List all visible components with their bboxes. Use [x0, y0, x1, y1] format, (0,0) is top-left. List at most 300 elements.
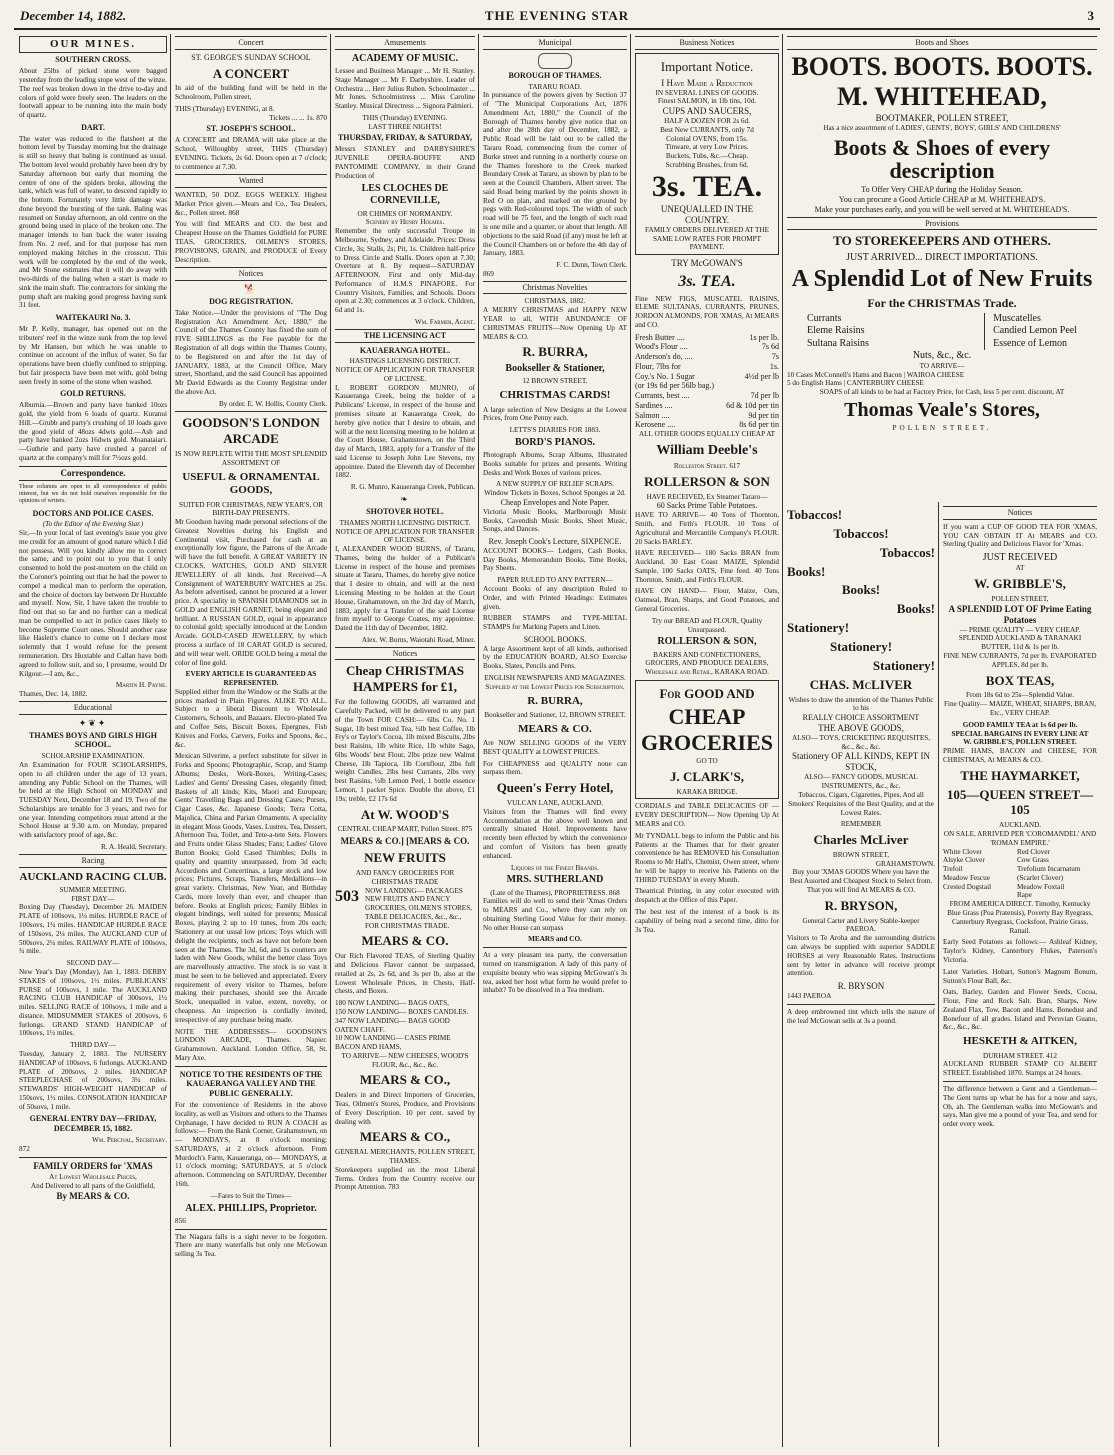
concert-when: THIS (Thursday) EVENING, at 8.	[175, 104, 275, 113]
arrived: JUST ARRIVED... DIRECT IMPORTATIONS.	[846, 252, 1038, 264]
charles: Charles McLiver	[813, 832, 909, 848]
fancy: ALSO— FANCY GOODS, MUSICAL INSTRUMENTS, &c., &c.	[804, 773, 918, 791]
theatrical: Theatrical Printing, in any color executed with despatch at the Office of this Paper.	[635, 887, 779, 905]
academy-play: LES CLOCHES DE CORNEVILLE,	[361, 183, 449, 207]
hotel-title: KAUAERANGA HOTEL.	[359, 345, 451, 355]
divider	[19, 1157, 167, 1158]
box-text: From 18s 6d to 25s—Splendid Value.	[965, 691, 1075, 700]
burra-title: R. BURRA,	[522, 344, 588, 360]
fruits-left: Currants Eleme Raisins Sultana Raisins	[807, 313, 869, 349]
price-row: (or 19s 6d per 56lb bag.)	[635, 381, 715, 391]
academy-title: ACADEMY OF MUSIC.	[351, 52, 459, 64]
difference-text: The difference between a Gent and a Gentleman—The Gent turns up what he has for a nose and says, Oh, ah. The Gentleman walks into McGowan's and says, Man give me a pound of your Tea, and send for order every week.	[943, 1084, 1097, 1129]
school-signature: R. A. Heald, Secretary.	[101, 842, 167, 851]
correspondence-note: These columns are open to all correspondence of public interest, but we do not hold ourselves responsible for the opinions of writers.	[19, 483, 167, 505]
district: HASTINGS LICENSING DISTRICT.	[349, 357, 461, 366]
bryson2-place: 1443 PAEROA	[787, 992, 832, 1001]
school-books: SCHOOL BOOKS.	[523, 634, 587, 644]
goodson-guarantee: EVERY ARTICLE IS GUARANTEED AS REPRESENTED.	[185, 670, 317, 688]
divider	[175, 411, 327, 412]
paper-title: THE EVENING STAR	[484, 8, 630, 23]
race-list: New Year's Day (Monday), Jan 1, 1883. DERBY STAKES of 100sovs, 1½ miles. PUBLICANS' PURSE of 100sovs, 1 mile. The AUCKLAND RACING CLUB HANDICAP of 300sovs, 1½ miles. SELLING RACE of 100sovs, 1 mile and a distance. MIDSUMMER STAKES of 200sovs, 6 furlongs. GRAND STAND HANDICAP of 100sovs, 1½ miles.	[19, 967, 167, 1038]
wishes: Wishes to draw the attention of the Thames Public to his	[788, 695, 934, 713]
to-arrive: TO ARRIVE— NEW CHEESES, WOOD'S FLOUR, &c., &c., &c.	[341, 1051, 469, 1069]
tararu-road: TARARU ROAD.	[528, 82, 582, 91]
family-orders-text: And Delivered to all parts of the Goldfield,	[30, 1182, 156, 1191]
grahamstown: GRAHAMSTOWN.	[875, 859, 935, 868]
remember: REMEMBER	[840, 820, 882, 829]
joseph-title: ST. JOSEPH'S SCHOOL.	[206, 124, 296, 134]
important-title: Important Notice.	[660, 58, 754, 74]
column-municipal	[480, 34, 630, 1447]
burns-text: I, ALEXANDER WOOD BURNS, of Tararu, Thames, being the holder of a Publican's License in respect of the house and premises situate at Tararu, Thames, do hereby give notice that I desire to obtain, and will at the next Licensing Meeting to be holden at the Court House, Grahamstown, on the 3rd day of March, 1883, apply for a Transfer of the said License from myself to George Coates, my appointee. Dated the 11th day of December, 1882.	[335, 545, 475, 633]
race-day: SECOND DAY—	[66, 959, 120, 968]
tea-big: 3s. TEA.	[651, 169, 763, 203]
ornament-icon: ✦❦✦	[78, 717, 108, 728]
potatoes: 60 Sacks Prime Table Potatoes.	[656, 501, 758, 511]
families-signature: MEARS and CO.	[528, 935, 582, 944]
for-xmas: For the CHRISTMAS Trade.	[867, 295, 1017, 310]
photo-text: Photograph Albums, Scrap Albums, Illustrated Books suitable for prizes and presents. Writing Desks and Work Boxes of various prices.	[483, 451, 627, 477]
concert-school: ST. GEORGE'S SUNDAY SCHOOL	[191, 52, 311, 62]
fruits-sub: AND FANCY GROCERIES FOR CHRISTMAS TRADE	[355, 869, 455, 886]
pleasant-text: At a very pleasant tea party, the conversation turned on transmigration. A lady of this party of exquisite beauty who was sipping McGowan's 3s tea, asked her host what form he would prefer to inhabit? To be dissolved in a Tea medium.	[483, 951, 627, 995]
envelopes: Cheap Envelopes and Note Paper.	[500, 498, 610, 508]
mears-address: GENERAL MERCHANTS, POLLEN STREET, THAMES.	[335, 1148, 475, 1166]
divider	[787, 1004, 935, 1005]
ad-number: 856	[175, 1216, 186, 1225]
race-list: Boxing Day (Tuesday), December 26. MAIDEN PLATE of 100sovs, 1¼ miles. HURDLE RACE of 100sovs, 1¾ miles. HANDICAP HURDLE RACE of 150sovs, 2¼ miles. The AUCKLAND CUP of 500sovs, 2¼ miles. RAILWAY PLATE of 100sovs, ¾ mile.	[19, 903, 167, 956]
racing-title: AUCKLAND RACING CLUB.	[19, 870, 167, 883]
column-rule	[170, 34, 171, 1447]
borough-title: BOROUGH OF THAMES.	[508, 70, 602, 80]
price-row: Anderson's do, .... 7s	[635, 352, 779, 362]
race-day: FIRST DAY—	[71, 894, 115, 903]
hotel-title: SHOTOVER HOTEL.	[366, 507, 444, 516]
section-header-notices: Notices	[943, 506, 1097, 520]
papers: ENGLISH NEWSPAPERS AND MAGAZINES.	[484, 673, 626, 682]
tyndall: Mr TYNDALL begs to inform the Public and his Patients at the Thames that for their greater convenience he has REMOVED his Consultation Rooms to Mr Hall's, Chemist, Owen street, where he will be happy to receive his Patients on the THIRD TUESDAY in every Month.	[635, 831, 779, 884]
column-rule	[630, 34, 631, 1447]
bargains: SPECIAL BARGAINS IN EVERY LINE AT	[951, 729, 1089, 738]
landing-row	[335, 887, 475, 931]
race-day: THIRD DAY—	[70, 1041, 116, 1050]
entry-day: GENERAL ENTRY DAY—FRIDAY, DECEMBER 15, 1882.	[29, 1114, 157, 1134]
splendid: A Splendid Lot of New Fruits	[791, 266, 1093, 293]
stationery-all: Stationery OF ALL KINDS, KEPT IN STOCK,	[792, 751, 930, 773]
deeble-address: Rolleston Street. 617	[673, 462, 741, 471]
karaka: KARAKA BRIDGE.	[676, 787, 738, 796]
queen-street: 105—QUEEN STREET—105	[946, 786, 1094, 818]
reduction: I Have Made a Reduction	[661, 77, 753, 88]
books-line: Books!	[841, 582, 881, 598]
school-text: An Examination for FOUR SCHOLARSHIPS, open to all children under the age of 13 years, attending any Public School on the Thames, will be held at the High School on MONDAY and TUESDAY Next, December 18 and 19. Two of the Scholarships are tenable for 3 years, and two for one year. Intending competitors must attend at the School House at 9.30 a.m. on Monday, prepared with satisfactory proof of age, &c.	[19, 760, 167, 840]
section-header-wanted: Wanted	[175, 174, 327, 188]
goodson-text2: Supplied either from the Window or the Stalls at the prices marked in Plain Figures. ALIKE TO ALL. Subject to a liberal Discount to Wholesale Customers, Schools, and Bazaars. Electro-plated Tea and Coffee Sets, Biscuit Boxes, Epergnes, Fish Knives and Forks, Carvers, Forks and Spoons, &c., &c.	[175, 687, 327, 749]
buy-text: Buy your 'XMAS GOODS Where you have the Best Assorted and Cheapest Stock to Select from. That you will find At MEARS & CO.	[789, 868, 933, 895]
column-concerts	[172, 34, 330, 1447]
fine-quality: Fine Quality— MAIZE, WHEAT, SHARPS, BRAN, Etc., VERY CHEAP.	[943, 700, 1097, 717]
ad-number: 872	[19, 1144, 30, 1153]
price-row: Sardines .... 6d & 10d per tin	[635, 400, 779, 410]
buckets: Buckets, Tubs, &c.—Cheap.	[665, 152, 749, 161]
cards-title: CHRISTMAS CARDS!	[499, 389, 611, 402]
books-line: Books!	[896, 601, 935, 617]
dog-text: Take Notice.—Under the provisions of "The Dog Registration Act Amendment Act, 1880," the Council of the Thames County has fixed the sum of FIVE SHILLINGS as the Fee payable for the Registration of all dogs within the Thames County, to be Registered on and after the 1st day of JANUARY, 1883, at the Council Office, Mary street, Shortland, and the said Council has appointed Mr David Edwards as the County Registrar under the above Act.	[175, 308, 327, 396]
account-books: ACCOUNT BOOKS— Ledgers, Cash Books, Day Books, Memorandum Books, Time Books, Pay Sheets.	[483, 546, 627, 573]
deep-text: A deep embrowned tint which tells the nature of the leaf McGowan sells at 3s a pound.	[787, 1007, 935, 1025]
dog-title: DOG REGISTRATION.	[209, 297, 293, 307]
goodson-sub2: SUITED FOR CHRISTMAS, NEW YEAR'S, OR BIRTH-DAY PRESENTS.	[178, 500, 324, 518]
box-teas: BOX TEAS,	[985, 672, 1055, 688]
wood-sub: CENTRAL CHEAP MART, Pollen Street. 875	[337, 825, 473, 834]
academy-signature: Wm. Farmer, Agent.	[414, 318, 475, 327]
gribble: W. GRIBBLE'S,	[974, 576, 1066, 592]
mears-cheap: For CHEAPNESS and QUALITY none can surpass them.	[483, 759, 627, 777]
ferry-title: Queen's Ferry Hotel,	[496, 780, 614, 796]
potatoes: A SPLENDID LOT OF Prime Eating Potatoes	[948, 603, 1092, 625]
goodson-big: USEFUL & ORNAMENTAL GOODS,	[182, 470, 320, 497]
racing-signature: Wm. Percival, Secretary.	[92, 1135, 167, 1144]
letter-signature: Martin H. Payne.	[115, 681, 167, 690]
ruled-text: Account Books of any description Ruled to Order, and with Printed Headings: Estimates given.	[483, 584, 627, 611]
column-rule	[938, 502, 939, 1447]
books-line: Books!	[787, 563, 826, 579]
column-amusements	[332, 34, 478, 1447]
veale-address: POLLEN STREET.	[892, 424, 992, 433]
whitehead: M. WHITEHEAD,	[837, 82, 1047, 112]
academy-when: THIS (Thursday) EVENING.	[362, 113, 448, 122]
page-number: 3	[1087, 8, 1094, 23]
tinware: Tinware, at very Low Prices.	[665, 143, 749, 152]
cup-text: If you want a CUP OF GOOD TEA FOR 'XMAS, YOU CAN OBTAIN IT At MEARS and CO. Sterling Quality and Delicious Flavor for 'Xmas.	[943, 522, 1097, 549]
bread: Try our BREAD and FLOUR, Quality Unsurpassed.	[651, 616, 763, 634]
has-text: Has a nice assortment of LADIES', GENTS', BOYS', GIRLS' AND CHILDRENS'	[823, 124, 1061, 133]
school-title: THAMES BOYS AND GIRLS HIGH SCHOOL.	[28, 730, 158, 750]
section-header-municipal: Municipal	[483, 36, 627, 50]
boots-shoes: Boots & Shoes of every description	[833, 135, 1051, 184]
price-row: Salmon .... 9d per tin	[635, 410, 779, 420]
column-mcliver	[784, 504, 938, 1447]
tobacco-text: Tobaccos, Cigars, Cigarettes, Pipes, And all Smokers' Requisites of the Best Quality, and at the Lowest Rates.	[788, 790, 934, 817]
bryson-sub: General Carter and Livery Stable-keeper PAEROA.	[802, 916, 920, 934]
cheap: CHEAP	[668, 703, 746, 729]
clark-box	[635, 680, 779, 799]
niagara-text: The Niagara falls is a sight never to be forgotten. There are many waterfalls but only one McGowan selling 3s Tea.	[175, 1232, 327, 1259]
merry-text: A MERRY CHRISTMAS and HAPPY NEW YEAR to all, WITH ABUNDANCE OF CHRISTMAS FRUITS—Now Opening Up AT MEARS & CO.	[483, 306, 627, 341]
racing-subtitle: SUMMER MEETING.	[59, 885, 127, 894]
important-notice-box	[635, 53, 779, 255]
hampers-text: For the following GOODS, all warranted and Carefully Packed, will be delivered to any part of the Town FOR CASH:— 6lbs Co. No. 1 Sugar, 1lb best mixed Tea, ½lb best Coffee, 1lb Fry's or Taylor's Cocoa, 1lb mixed Biscuits, 2lbs best Raisins, 1lb white Rice, 1lb white Sago, 6lbs Woods' best Flour, 2lbs prize new Walnut Cheese, 1lb Tapioca, 1lb Cornflour, 2lbs full weight Candles, 2lbs best Currants, 2lbs very best Raisins, ½lb Lemon Peel, 1 bottle essence Lemon, 1 packet Spice. Double the above, £1 19s; treble, £2 17s 6d	[335, 698, 475, 803]
salmon: Finest SALMON, in 1lb tins, 10d.	[657, 97, 757, 106]
rich-text: Our Rich Flavored TEAS, of Sterling Quality and Delicious Flavor cannot be surpassed, retailed at 2s, 2s 6d, and 3s per lb, also at the Lowest Wholesale Prices, in Chests, Half-chests, and Boxes.	[335, 952, 475, 996]
burra-sub: Bookseller & Stationer,	[505, 363, 605, 375]
mcliver: CHAS. McLIVER	[809, 676, 913, 692]
hand-text: HAVE ON HAND— Flour, Maize, Oats, Oatmeal, Bran, Sharps, and Good Potatoes, and General Groceries.	[635, 587, 779, 614]
ornament-icon: ❧	[400, 494, 410, 505]
section-header-provisions: Provisions	[787, 217, 1097, 231]
storekeepers: TO STOREKEEPERS AND OTHERS.	[833, 233, 1051, 249]
wanted-text: WANTED, 50 DOZ. EGGS WEEKLY. Highest Market Price given.—Mears and Co., Tea Dealers, &c., Pollen street. 868	[175, 191, 327, 217]
music: Victoria Music Books, Marlborough Music Books, Cavendish Music Books, Sheet Music, Songs, and Dances.	[483, 507, 627, 534]
deeble: William Deeble's	[656, 442, 758, 458]
price-row: Coy.'s No. 1 Sugar 4½d per lb	[635, 371, 779, 381]
tobaccos-line: Tobaccos!	[833, 525, 889, 541]
article-text: The water was reduced to the flatsheet at the bottom level by Tuesday morning but the drainage is still so heavy that baling is continued as usual. The bottom level would probably have been dry by Saturday afternoon but early that morning the centre of one of the spiders broke, allowing the tank, which was full of water, to descend rapidly to the bottom. Fortunately very little damage was done beyond the bursting of the tank. Baling was resumed on Sunday afternoon, an old centre on the ground being used in place of the broken one. The manager intends to ban back the water issuing from No. 2 reef, and for that purpose has men employed making hitches in the crosscut. This work will be completed by the end of the week, and Mr Stone estimates that it will do away with two-thirds of the baling when a start is made to sink the main shaft. The contractors for sinking the pump shaft are making good progress having sunk 31 feet.	[19, 134, 167, 310]
other-goods: ALL OTHER GOODS EQUALLY CHEAP AT	[638, 430, 776, 439]
rubber: RUBBER STAMPS and TYPE-METAL STAMPS for Marking Papers and Linen.	[483, 614, 627, 632]
race-list: Tuesday, January 2, 1883. The NURSERY HANDICAP of 100sovs, 6 furlongs. AUCKLAND PLATE of 200sovs, 2 miles. HANDICAP STEEPLECHASE of 200sovs, 3¼ miles. STEWARDS' HIGH-WEIGHT HANDICAP of 150sovs, 1½ miles. CONSOLATION HANDICAP of 50sovs, 1 mile.	[19, 1049, 167, 1111]
section-header-mines: OUR MINES.	[19, 36, 167, 53]
concert-tickets: Tickets ... ... 1s. 870	[269, 113, 327, 122]
figs-text: Fine NEW FIGS, MUSCATEL RAISINS, ELEME SULTANAS, CURRANTS, PRUNES, JORDON ALMONDS, FOR 'XMAS, At MEARS and CO.	[635, 294, 779, 329]
district: THAMES NORTH LICENSING DISTRICT.	[339, 518, 471, 527]
durham: DURHAM STREET. 412	[983, 1051, 1057, 1060]
also-toys: ALSO— TOYS, CRICKETING REQUISITES, &c., &c., &c.	[791, 733, 931, 751]
article-title: GOLD RETURNS.	[60, 389, 126, 399]
landing-text: NOW LANDING— PACKAGES NEW FRUITS AND FANCY GROCERIES, OILMEN'S STORES, TABLE DELICACIES, &c., &c., FOR CHRISTMAS TRADE.	[365, 886, 472, 930]
seal-icon	[538, 53, 572, 69]
tararu-signature: F. C. Dunn, Town Clerk.	[556, 261, 627, 270]
bryson: R. BRYSON,	[824, 897, 898, 913]
price-row: Kerosene .... 8s 6d per tin	[635, 420, 779, 430]
academy-play2: OR CHIMES OF NORMANDY.	[357, 209, 453, 218]
coromandel: ON SALE, ARRIVED PER 'COROMANDEL' AND 'ROMAN EMPIRE.'	[943, 830, 1097, 847]
tobaccos-line: Tobaccos!	[787, 507, 843, 522]
nuts: Nuts, &c., &c.	[912, 349, 972, 361]
veale: Thomas Veale's Stores,	[844, 399, 1040, 422]
boots-title: BOOTS. BOOTS. BOOTS.	[791, 51, 1093, 81]
groceries: GROCERIES	[640, 729, 774, 755]
article-text: About 25lbs of picked stone were bagged yesterday from the leading stope west of the winze. The reef was broken down in the drive to-day and colors of gold were freely seen. The leaders on the footwall appear to be running into the main body of quartz.	[19, 67, 167, 120]
try-mcgowan: TRY McGOWAN'S	[671, 258, 743, 269]
received: HAVE RECEIVED, Ex Steamer Tararo—	[646, 492, 768, 501]
mears-text: You will find MEARS and CO. the best and Cheapest House on the Thames Goldfield for PURE TEAS, GROCERIES, OILMEN'S STORES, PROVISIONS, GRAIN, and PRODUCE of Every Description.	[175, 220, 327, 264]
above-goods: THE ABOVE GOODS,	[818, 722, 904, 733]
section-header-racing: Racing	[19, 854, 167, 868]
price-row: Fresh Butter .... 1s per lb.	[635, 332, 779, 342]
seeds-left: White Clover Alsyke Clover Trefoil Meadow Fescue Crested Dogstail	[943, 847, 992, 891]
fruits-right: Muscatelles Candied Lemon Peel Essence of Lemon	[984, 313, 1077, 350]
good-family: GOOD FAMILY TEA at 1s 6d per lb.	[962, 720, 1078, 729]
price-row: Wood's Flour .... 7s 6d	[635, 342, 779, 352]
column-rule	[478, 34, 479, 1447]
column-rule	[782, 34, 783, 1447]
section-header-christmas: Christmas Novelties	[483, 281, 627, 295]
section-header-concert: Concert	[175, 36, 327, 50]
whitehead-sub: BOOTMAKER, POLLEN STREET,	[875, 113, 1009, 124]
cards-text: A large selection of New Designs at the Lowest Prices, from One Penny each.	[483, 405, 627, 423]
stationery-line: Stationery!	[829, 639, 893, 655]
article-text: Alburnia.—Brown and party have banked 10ozs gold, the yield from 6 loads of quartz. Kuranui Hill.—Grubb and party's crushing of 10 loads gave the good yield of 48ozs 4dwts gold.—Ash and party have banked 2ozs 16dwts gold. Moanataiari.—Guthrie and party have crushed a parcel of quartz at the company's mill for 7½ozs gold.	[19, 401, 167, 462]
notice-app: NOTICE OF APPLICATION FOR TRANSFER OF LICENSE.	[335, 366, 475, 383]
article-title: SOUTHERN CROSS.	[55, 55, 131, 65]
bryson2: R. BRYSON	[837, 981, 885, 992]
hesketh: HESKETH & AITKEN,	[962, 1035, 1077, 1048]
clark: J. CLARK'S,	[669, 768, 745, 784]
goodson-address: NOTE THE ADDRESSES— GOODSON'S LONDON ARCADE, Thames. Napier. Grahamstown. Auckland. London Office, 58, St. Mary Axe.	[175, 1027, 327, 1062]
soaps: SOAPS of all kinds to be had at Factory Price, for Cash, less 5 per cent. discount, AT	[819, 388, 1065, 397]
brown: BROWN STREET,	[832, 850, 890, 859]
reduction-sub: IN SEVERAL LINES OF GOODS.	[655, 88, 759, 97]
ovens: Colonial OVENS, from 15s.	[666, 134, 748, 143]
section-header-correspondence: Correspondence.	[19, 466, 167, 481]
auckland: AUCKLAND.	[998, 821, 1042, 830]
bords: BORD'S PIANOS.	[514, 436, 595, 448]
purchases: Make your purchases early, and you will be well served at M. WHITEHEAD'S.	[814, 204, 1070, 214]
section-header-notices: Notices	[175, 267, 327, 281]
column-rule	[330, 34, 331, 1447]
gribble-address: POLLEN STREET,	[991, 594, 1049, 603]
mears-big2: MEARS & CO.,	[359, 1129, 451, 1145]
liquors: Liquors of the Finest Brands.	[510, 863, 599, 872]
notice-app: NOTICE OF APPLICATION FOR TRANSFER OF LICENSE.	[335, 527, 475, 545]
goodson-text: Mr Goodson having made personal selections of the Greatest Novelties during his English and Continental visit, Purchased for cash at an exceptionally low figure, the Patrons of the Arcade will have the full benefit. A GREAT VARIETY IN CLOCKS, WATCHES, GOLD AND SILVER JEWELLERY of all kinds. Just Received—A Consignment of WATERBURY WATCHES at 25s. As before advertised, cannot be procured at a lower price. A speciality in SPANISH DIAMONDS set in GOLD and ENGLISH GARNET, being elegant and brilliant. A RUSSIAN GOLD, equal in appearance to colonial gold; specially introduced at the London Arcade. GOLD-CASED JEWELLERY, by which process a surface of 18 CARAT GOLD is secured, and will wear well. ORIDE GOLD being a metal the color of fine gold.	[175, 518, 327, 667]
oats: Oats, Barley, Garden and Flower Seeds, Cocoa, Flour, Fine and Rock Salt. Bran, Sharps, New Zealand Flax, Tow, Bacon and Hams. Bonedust and Bonefour of all grades. Island and Peruvian Guano, &c., &c., &c.	[943, 988, 1097, 1032]
ruled: PAPER RULED TO ANY PATTERN—	[497, 576, 613, 585]
early: Early Seed Potatoes as follows:— Ashleaf Kidney, Taylor's Kidney, Canterbury Flukes, Paterson's Victoria.	[943, 938, 1097, 964]
residents-signature: ALEX. PHILLIPS, Proprietor.	[185, 1202, 317, 1214]
letts: LETTS'S DIARIES FOR 1883.	[509, 426, 601, 435]
sutherland: MRS. SUTHERLAND	[506, 874, 604, 886]
section-header-notices: Notices	[335, 647, 475, 661]
rubber-stamp: AUCKLAND RUBBER STAMP CO ALBERT STREET. Established 1870. Stamps at 24 hours.	[943, 1060, 1097, 1078]
offer: To Offer Very CHEAP during the Holiday Season.	[861, 185, 1023, 195]
concert-text: In aid of the building fund will be held in the Schoolroom, Pollen street,	[175, 84, 327, 102]
dog-signature: By order. E. W. Hollis, County Clerk.	[218, 399, 327, 408]
divider	[483, 947, 627, 948]
tobaccos-line: Tobaccos!	[879, 544, 935, 560]
window: Window Tickets in Boxes, School Sponges at 2d.	[484, 489, 626, 498]
fruits-title: NEW FRUITS	[364, 850, 446, 866]
cook: Rev. Joseph Cook's Lecture, SIXPENCE.	[488, 537, 622, 547]
america: FROM AMERICA DIRECT. Timothy, Kentucky Blue Grass (Poa Pratensis), Poverty Bay Ryegrass, Canterbury Ryegrass, Cocksfoot, Prairie Grass, Rattail.	[947, 900, 1093, 935]
hams2: 5 do English Hams | CANTERBURY CHEESE	[787, 379, 924, 388]
munro-text: I, ROBERT GORDON MUNRO, of Kauaeranga Creek, being the holder of a Publicans' License, in respect of the house and premises situate at Kauaeranga Creek, do hereby give notice that I desire to obtain, and will at the next licensing meeting to be holden at the Court House, Grahamstown, on the Third day of March, 1883, apply for a Transfer of the said License to Joseph John Lee Stevens, my appointee. Dated the Eleventh day of December 1882.	[335, 383, 475, 480]
burra2: R. BURRA,	[527, 694, 583, 707]
landing-cases: 10 NOW LANDING— CASES PRIME BACON AND HAMS,	[335, 1034, 451, 1052]
bakers: BAKERS AND CONFECTIONERS, GROCERS, AND PRODUCE DEALERS,	[645, 650, 769, 668]
section-header-educational: Educational	[19, 701, 167, 715]
divider	[943, 1081, 1097, 1082]
store-text: Storekeepers supplied on the most Liberal Terms. Orders from the Country receive our Prompt Attention. 783	[335, 1165, 475, 1192]
residents-fares: —Fares to Suit the Times—	[210, 1191, 292, 1200]
rollerson-title: ROLLERSON & SON	[644, 473, 770, 489]
supplied: Supplied at the Lowest Prices for Subscription.	[485, 682, 625, 691]
school-subtitle: SCHOLARSHIP EXAMINATION.	[41, 752, 145, 761]
school-text: A large Assortment kept of all kinds, authorised by the EDUCATION BOARD, ALSO Exercise Books, Slates, Pencils and Pens.	[483, 644, 627, 671]
cordials: CORDIALS and TABLE DELICACIES OF —EVERY DESCRIPTION— Now Opening Up At MEARS and CO.	[635, 802, 779, 828]
landing-chaff: 347 NOW LANDING— BAGS GOOD OATEN CHAFF.	[335, 1016, 450, 1034]
families-text: Families will do well to send their 'Xmas Orders to MEARS and Co., where they can rely on obtaining Sterling Good Value for their money. No other House can surpass	[483, 897, 627, 932]
academy-days: THURSDAY, FRIDAY, & SATURDAY,	[337, 133, 473, 143]
section-header-boots: Boots and Shoes	[787, 36, 1097, 50]
academy-staff: Lessee and Business Manager ... Mr H. Stanley. Stage Manager ... Mr F. Darbyshire. Leader of Orchestra ... Herr Julius Ruben. Schoolmaster ... Mr Jones. Schoolmistress ... Miss Caroline Stanley. Musical Directress ... Signora Palmieri.	[335, 66, 475, 111]
price-list	[635, 333, 779, 431]
article-title: WAITEKAURI No. 3.	[55, 313, 131, 323]
mears-co: MEARS & CO.	[518, 722, 592, 735]
go-to: GO TO	[696, 756, 718, 765]
landing-number: 503	[335, 887, 359, 905]
section-header-licensing: THE LICENSING ACT	[335, 329, 475, 343]
goodson-text3: Mexican Silverine, a perfect substitute for silver in Forks and Spoons; Photographic, Scrap, and Stamp Albums; Desks, Work-Boxes, Writing-Cases; Ladies' and Gents' Dressing Cases, elegantly fitted; Baskets of all kinds; Kits, Maori and European; Gents' Travelling Bags and Dressing Cases; Purses, Cigar Cases, &c. Japanese Goods; Terra Cotta, Majolica, China and Parian Ornaments. A speciality in elegant Moss Goods, Vases, Lustres, Tea, Dessert, Afternoon Tea, Toilet, and Tete-a-tete Sets. Flowers and Fruits under Glass Shades; Fans; Ladies' Glove Button Books; Gold Cased Thimbles; Dolls in quality and quantity unsurpassed, from 3d each; Accordions and Concertinas, a large stock and low prices; Pictures, Scraps, Transfers, Medallions—in great variety. Christmas, New Year, and Birthday Cards, more lovely than ever, and cheaper than before. Books at English prices; Family Bibles in elegant bindings, well suited for presents; Musical Boxes, playing 2 up to 10 tunes, from 20s each; Stationery at our usual low prices; Toys which will delight the recipients, such as have not before been seen at the Thames. The 3d, 6d, and 1s counters are laden with New Goods, whilst the better class Toys are marvellously attractive. The stock is so vast it must be seen to be believed and appreciated. Every requirement of every visitor to Thames, before making their purchases, should see the Arcade Stock, unequalled in value, extent, novelty, or cheapness. An inspection is cordially invited, irrespective of any purchase being made.	[175, 752, 327, 1024]
mears-banner: MEARS & CO.] [MEARS & CO.	[340, 836, 470, 847]
divider	[175, 1229, 327, 1230]
landing-bags: 180 NOW LANDING— BAGS OATS,	[335, 999, 449, 1008]
mcgowan-tea: 3s. TEA.	[678, 273, 736, 291]
just-received: JUST RECEIVED	[982, 552, 1058, 564]
section-header-business: Business Notices	[635, 36, 779, 50]
sutherland-sub: (Late of the Thames), PROPRIETRESS. 868	[490, 888, 620, 897]
family-orders: FAMILY ORDERS DELIVERED AT THE SAME LOW RATES FOR PROMPT PAYMENT.	[645, 225, 769, 252]
haymarket: THE HAYMARKET,	[960, 767, 1080, 783]
academy-text2: Remember the only successful Troupe in Melbourne, Sydney, and Adelaide. Prices: Dress Circle, 3s; Stalls, 2s; Pit, 1s. Children half-price to Dress Circle and Stalls. Doors open at 7.30; Overture at 8. By request—SATURDAY AFTERNOON. First and only Mid-day Performance of H.M.S PINAFORE. For Country Visitors, Families, and Schools. Doors open at 2.30; commences at 3 o'clock. Children, 6d and 1s.	[335, 227, 475, 315]
section-header-amusements: Amusements	[335, 36, 475, 50]
burra2-sub: Bookseller and Stationer, 12, BROWN STREET.	[484, 710, 626, 719]
ad-number: 869	[483, 269, 494, 278]
price-row: Currants, best .... 7d per lb	[635, 391, 779, 401]
xmas-year: CHRISTMAS, 1882.	[524, 297, 586, 306]
brushes: Scrubbing Brushes, from 6d.	[665, 161, 749, 170]
prime: — PRIME QUALITY — VERY CHEAP.	[959, 625, 1081, 634]
family-orders-title: FAMILY ORDERS for 'XMAS	[33, 1160, 153, 1171]
letter-to: (To the Editor of the Evening Star.)	[42, 520, 144, 529]
munro-signature: R. G. Munro, Kauaeranga Creek, Publican.	[350, 483, 475, 492]
column-mines	[16, 34, 170, 1447]
concert-title: A CONCERT	[212, 65, 290, 81]
letter-title: DOCTORS AND POLICE CASES.	[32, 508, 154, 518]
ferry-text: Visitors from the Thames will find every Accommodation at the above well known and centrally situated Hotel. Improvements have recently been effected by which the convenience and comfort of Visitors has been greatly enhanced.	[483, 807, 627, 860]
gribble2: W. GRIBBLE'S, POLLEN STREET.	[963, 738, 1077, 747]
seeds-list	[943, 848, 1097, 901]
letter-text: Sir,—In your local of last evening's issue you give me credit for an amount of good nature which I did not possess. Will you kindly allow me to correct the same, and to point out to you that I only consented to hold the post-mortem on the child on the Coroner's pointing out that he had the power to compel a medical man to perform the operation, and the choice of doctors lay between Dr Huxtable and myself. Now, Sir, I have taken the trouble to find out that so far and no further can a medical man be compelled to act in police cases likely to become Supreme Court ones. Should another case like Haslett's chance to come on I declare most solemnly that I would refuse for the present remuneration. Drs Huxtable and Callan have both agreed to follow suit, and so, I presume, would Dr Kilgour.—I am, &c.,	[19, 529, 167, 678]
seeds-right: Red Clover Cow Grass Trefolium Incarnatum (Scarlet Clover) Meadow Foxtail Rape	[1017, 847, 1081, 900]
academy-last: LAST THREE NIGHTS!	[368, 122, 442, 131]
mears-sell: Are NOW SELLING GOODS of the VERY BEST QUALITY at LOWEST PRICES.	[483, 739, 627, 756]
stationery-line: Stationery!	[787, 620, 850, 636]
really: REALLY CHOICE ASSORTMENT	[802, 713, 920, 723]
burra-address: 12 BROWN STREET.	[522, 377, 588, 386]
academy-text: Messrs STANLEY and DARBYSHIRE'S JUVENILE OPERA-BOUFFE AND PANTOMIME COMPANY, in their Grand Production of	[335, 145, 475, 180]
joseph-text: A CONCERT and DRAMA will take place at the School, Willoughby street, THIS (Thursday) EVENING. Tickets, 2s 6d. Doors open at 7 o'clock; to commence at 7.30.	[175, 136, 327, 171]
arrive-text: HAVE TO ARRIVE— 40 Tons of Thornton, Smith, and Firth's FLOUR. 10 Tons of Agricultural and Mercantile Company's FLOUR. 20 Sacks BARLEY.	[635, 511, 779, 546]
best-test: The best test of the interest of a book is its capability of being read a second time, ditto for 3s Tea.	[635, 907, 779, 934]
hampers-title: Cheap CHRISTMAS HAMPERS for £1,	[345, 663, 465, 695]
to-arrive: TO ARRIVE—	[919, 361, 965, 370]
dog-icon: 🐕	[244, 284, 258, 295]
cups-sub: HALF A DOZEN FOR 2s 6d.	[664, 117, 750, 126]
goodson-sub: IS NOW REPLETE WITH THE MOST SPLENDID ASSORTMENT OF	[175, 450, 327, 467]
relief: A NEW SUPPLY OF RELIEF SCRAPS.	[496, 480, 614, 489]
tea-sub: UNEQUALLED IN THE COUNTRY.	[660, 203, 754, 225]
column-gribble	[940, 504, 1100, 1447]
article-title: DART.	[81, 122, 105, 132]
divider	[175, 1066, 327, 1067]
currants-apples: FINE NEW CURRANTS, 7d per lb. EVAPORATED APPLES, 8d per lb.	[943, 651, 1097, 669]
rollerson2: ROLLERSON & SON,	[657, 636, 757, 648]
landing-boxes: 150 NOW LANDING— BOXES CANDLES.	[335, 1008, 469, 1017]
hams: PRIME HAMS, BACON and CHEESE, FOR CHRISTMAS, At MEARS & CO.	[943, 747, 1097, 764]
goodson-title: GOODSON'S LONDON ARCADE	[182, 415, 320, 447]
splendid-butter: SPLENDID AUCKLAND & TARANAKI BUTTER, 11d & 1s per lb.	[958, 634, 1082, 652]
cups: CUPS AND SAUCERS,	[662, 106, 752, 117]
stationery-line: Stationery!	[872, 657, 935, 673]
wood-title: At W. WOOD'S	[360, 806, 450, 822]
residents-text: For the convenience of Residents in the above locality, as well as Visitors and others to the Thames Orphanage, I have decided to RUN A COACH as follows:— From the Bank Corner, Grahamstown, on— MONDAYS, at 8 o'clock morning; SATURDAYS, at 2 o'clock afternoon. From Murdoch's Farm, Kauaeranga, on— MONDAYS, at 11 o'clock morning; SATURDAYS, at 5 o'clock afternoon. Commencing on SATURDAY, December 16th.	[175, 1100, 327, 1189]
family-orders-by: By MEARS & CO.	[56, 1191, 130, 1202]
wholesale: Wholesale and Retail, KARAKA ROAD.	[645, 668, 769, 677]
price-row: Flour, 7lbs for 1s.	[635, 361, 779, 371]
